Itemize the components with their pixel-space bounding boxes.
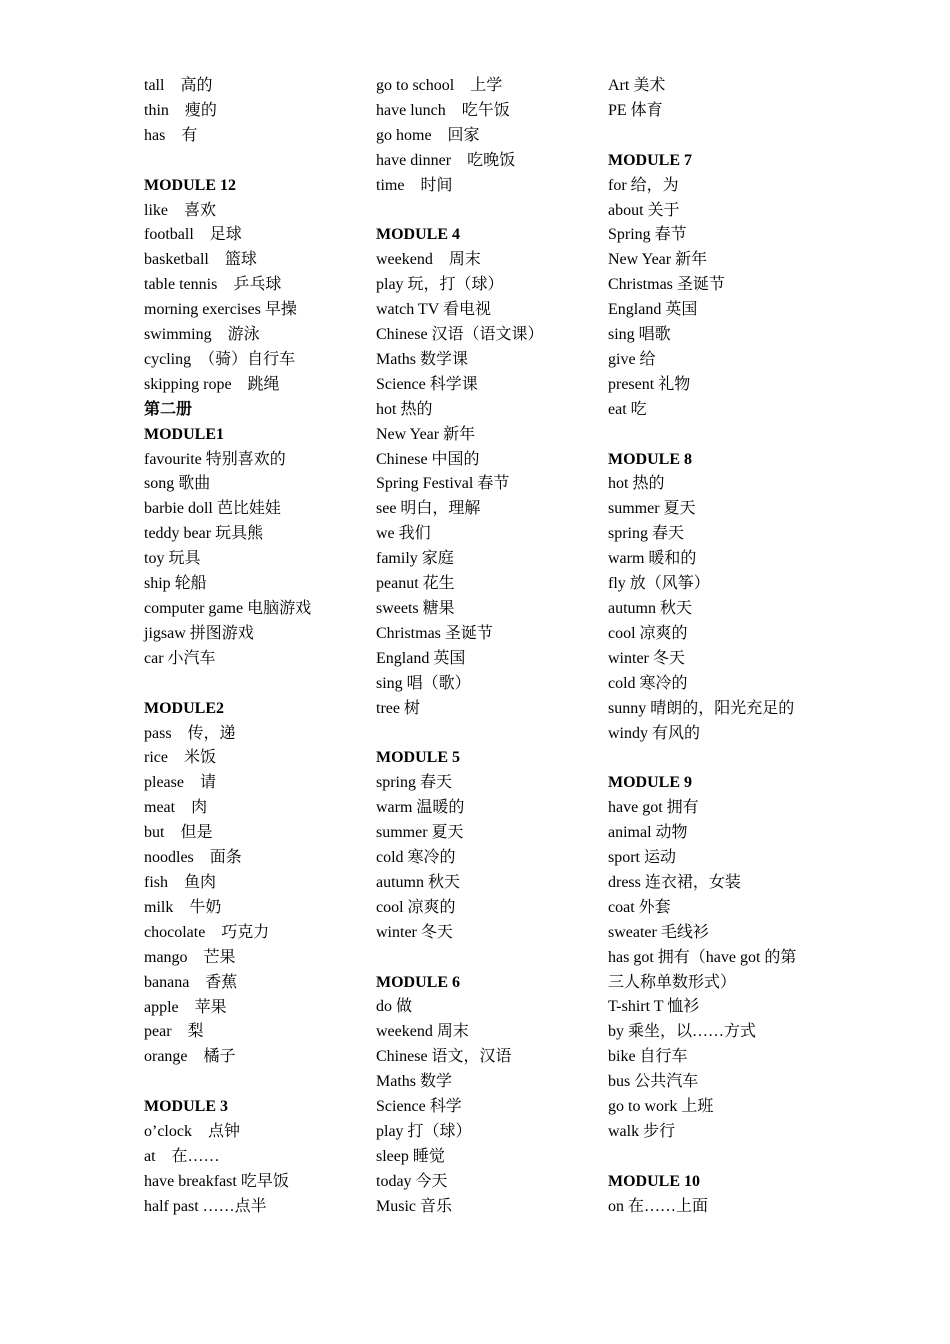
vocab-entry: cool 凉爽的 — [376, 898, 456, 916]
vocab-entry: go to work 上班 — [608, 1098, 714, 1116]
blank-line — [376, 946, 608, 971]
vocab-entry: England 英国 — [376, 649, 466, 667]
vocab-entry: bike 自行车 — [608, 1048, 688, 1066]
vocab-entry: cycling （骑）自行车 — [144, 350, 296, 368]
module-heading: MODULE 12 — [144, 176, 236, 194]
vocab-entry: Maths 数学 — [376, 1073, 453, 1091]
vocab-entry: weekend 周末 — [376, 251, 481, 269]
vocab-entry: have got 拥有 — [608, 799, 699, 817]
vocab-entry: skipping rope 跳绳 — [144, 375, 280, 393]
vocab-entry: toy 玩具 — [144, 550, 201, 568]
module-heading: MODULE 5 — [376, 749, 460, 767]
vocab-entry: today 今天 — [376, 1172, 448, 1190]
vocab-entry: Spring Festival 春节 — [376, 475, 510, 493]
vocab-entry: Chinese 语文，汉语 — [376, 1048, 512, 1066]
vocab-entry: banana 香蕉 — [144, 973, 238, 991]
vocab-entry: please 请 — [144, 774, 216, 792]
vocab-entry: PE 体育 — [608, 101, 663, 119]
vocab-entry: cool 凉爽的 — [608, 624, 688, 642]
vocab-entry: family 家庭 — [376, 550, 454, 568]
vocab-entry: Science 科学 — [376, 1098, 462, 1116]
vocab-entry: favourite 特别喜欢的 — [144, 450, 286, 468]
vocab-entry: like 喜欢 — [144, 201, 216, 219]
vocab-entry: teddy bear 玩具熊 — [144, 525, 264, 543]
vocab-entry: winter 冬天 — [376, 923, 453, 941]
module-heading: MODULE 10 — [608, 1172, 700, 1190]
vocab-entry: tree 树 — [376, 699, 420, 717]
vocab-entry: sunny 晴朗的，阳光充足的 — [608, 699, 795, 717]
vocab-entry: orange 橘子 — [144, 1048, 236, 1066]
vocab-entry: hot 热的 — [608, 475, 665, 493]
module-heading: MODULE2 — [144, 699, 224, 717]
vocab-entry: eat 吃 — [608, 400, 647, 418]
column-2 — [376, 74, 608, 1220]
vocab-entry: have lunch 吃午饭 — [376, 101, 510, 119]
vocab-entry: fly 放（风筝） — [608, 575, 710, 593]
vocab-entry: coat 外套 — [608, 898, 671, 916]
vocab-entry: present 礼物 — [608, 375, 691, 393]
vocab-entry: play 玩，打（球） — [376, 276, 504, 294]
column-3 — [608, 74, 818, 1220]
vocab-entry: autumn 秋天 — [608, 600, 692, 617]
vocab-entry: sing 唱歌 — [608, 326, 671, 344]
module-heading: MODULE 4 — [376, 226, 460, 244]
vocab-entry: Christmas 圣诞节 — [376, 624, 493, 642]
blank-line — [608, 423, 818, 448]
vocab-entry: sleep 睡觉 — [376, 1147, 445, 1165]
blank-line — [144, 149, 376, 174]
vocab-entry: we 我们 — [376, 525, 431, 543]
vocab-entry: ship 轮船 — [144, 575, 207, 593]
vocab-entry: spring 春天 — [376, 774, 453, 792]
vocab-entry: pass 传，递 — [144, 724, 236, 742]
vocab-entry: New Year 新年 — [376, 425, 476, 443]
vocab-entry: noodles 面条 — [144, 849, 242, 867]
vocab-entry: summer 夏天 — [608, 500, 696, 518]
vocab-entry: watch TV 看电视 — [376, 301, 491, 319]
vocab-entry: 三人称单数形式） — [608, 973, 737, 991]
vocab-entry: swimming 游泳 — [144, 326, 260, 344]
vocab-entry: at 在…… — [144, 1147, 220, 1165]
vocab-entry: on 在……上面 — [608, 1197, 709, 1215]
vocab-entry: Chinese 汉语（语文课） — [376, 326, 544, 344]
vocab-entry: do 做 — [376, 998, 413, 1016]
module-heading: MODULE 7 — [608, 151, 692, 169]
column-1 — [144, 74, 376, 1220]
vocab-entry: computer game 电脑游戏 — [144, 600, 312, 618]
module-heading: MODULE 6 — [376, 973, 460, 991]
vocab-entry: for 给，为 — [608, 176, 679, 194]
vocab-entry: table tennis 乒乓球 — [144, 276, 282, 294]
vocab-entry: winter 冬天 — [608, 649, 685, 667]
vocab-entry: warm 暖和的 — [608, 550, 697, 568]
vocab-entry: basketball 篮球 — [144, 251, 257, 269]
vocab-entry: Music 音乐 — [376, 1197, 453, 1215]
blank-line — [144, 1070, 376, 1095]
module-heading: MODULE1 — [144, 425, 224, 443]
vocab-entry: sweater 毛线衫 — [608, 923, 709, 941]
vocab-entry: summer 夏天 — [376, 824, 464, 842]
blank-line — [608, 124, 818, 149]
vocab-entry: rice 米饭 — [144, 749, 216, 767]
vocab-entry: Science 科学课 — [376, 375, 478, 393]
vocab-entry: Spring 春节 — [608, 226, 687, 244]
vocab-entry: meat 肉 — [144, 799, 208, 817]
vocab-entry: football 足球 — [144, 226, 242, 244]
vocab-entry: has 有 — [144, 126, 198, 144]
vocab-entry: autumn 秋天 — [376, 873, 460, 891]
vocab-entry: Maths 数学课 — [376, 350, 469, 368]
vocab-entry: play 打（球） — [376, 1123, 472, 1141]
vocab-entry: but 但是 — [144, 824, 213, 842]
vocab-entry: sing 唱（歌） — [376, 674, 471, 692]
vocab-entry: Christmas 圣诞节 — [608, 276, 725, 294]
vocab-entry: cold 寒冷的 — [376, 849, 456, 867]
module-heading: MODULE 8 — [608, 450, 692, 468]
vocab-entry: morning exercises 早操 — [144, 301, 297, 319]
vocab-entry: see 明白，理解 — [376, 500, 481, 518]
vocab-entry: half past ……点半 — [144, 1197, 267, 1215]
vocab-entry: barbie doll 芭比娃娃 — [144, 500, 281, 518]
vocab-entry: T-shirt T 恤衫 — [608, 998, 700, 1016]
vocab-entry: jigsaw 拼图游戏 — [144, 624, 254, 642]
vocab-entry: has got 拥有（have got 的第 — [608, 948, 797, 966]
vocab-entry: have dinner 吃晚饭 — [376, 151, 516, 169]
blank-line — [144, 672, 376, 697]
vocab-entry: Chinese 中国的 — [376, 450, 480, 468]
vocab-entry: go to school 上学 — [376, 77, 503, 94]
vocab-entry: milk 牛奶 — [144, 898, 222, 916]
vocab-entry: about 关于 — [608, 201, 680, 219]
vocab-entry: animal 动物 — [608, 824, 688, 842]
vocab-entry: apple 苹果 — [144, 998, 227, 1016]
vocab-entry: weekend 周末 — [376, 1023, 469, 1041]
vocab-entry: warm 温暖的 — [376, 799, 465, 817]
module-heading: MODULE 9 — [608, 774, 692, 792]
vocab-entry: England 英国 — [608, 301, 698, 319]
vocab-entry: fish 鱼肉 — [144, 873, 217, 891]
vocab-entry: give 给 — [608, 350, 656, 368]
vocab-entry: mango 芒果 — [144, 948, 236, 966]
blank-line — [608, 1145, 818, 1170]
vocab-entry: walk 步行 — [608, 1123, 676, 1141]
vocab-entry: windy 有风的 — [608, 724, 701, 742]
vocab-entry: car 小汽车 — [144, 649, 216, 667]
vocab-entry: time 时间 — [376, 176, 453, 194]
vocab-entry: song 歌曲 — [144, 475, 211, 493]
vocab-entry: dress 连衣裙，女装 — [608, 873, 741, 891]
vocab-entry: tall 高的 — [144, 77, 213, 94]
vocab-entry: peanut 花生 — [376, 575, 455, 593]
vocab-entry: o’clock 点钟 — [144, 1123, 240, 1141]
vocab-entry: chocolate 巧克力 — [144, 923, 270, 941]
vocab-entry: hot 热的 — [376, 400, 433, 418]
vocab-entry: by 乘坐，以……方式 — [608, 1023, 757, 1041]
vocab-entry: thin 瘦的 — [144, 101, 217, 119]
vocab-entry: go home 回家 — [376, 126, 480, 144]
vocab-entry: spring 春天 — [608, 525, 685, 543]
vocab-entry: cold 寒冷的 — [608, 674, 688, 692]
vocab-entry: have breakfast 吃早饭 — [144, 1172, 289, 1190]
blank-line — [376, 199, 608, 224]
vocab-entry: bus 公共汽车 — [608, 1073, 699, 1091]
module-heading: MODULE 3 — [144, 1098, 228, 1116]
blank-line — [608, 746, 818, 771]
vocab-entry: pear 梨 — [144, 1023, 204, 1041]
vocab-entry: sport 运动 — [608, 849, 677, 867]
vocab-entry: Art 美术 — [608, 77, 666, 94]
blank-line — [376, 722, 608, 747]
vocab-entry: sweets 糖果 — [376, 600, 455, 618]
module-heading: 第二册 — [144, 400, 193, 418]
vocab-entry: New Year 新年 — [608, 251, 708, 269]
